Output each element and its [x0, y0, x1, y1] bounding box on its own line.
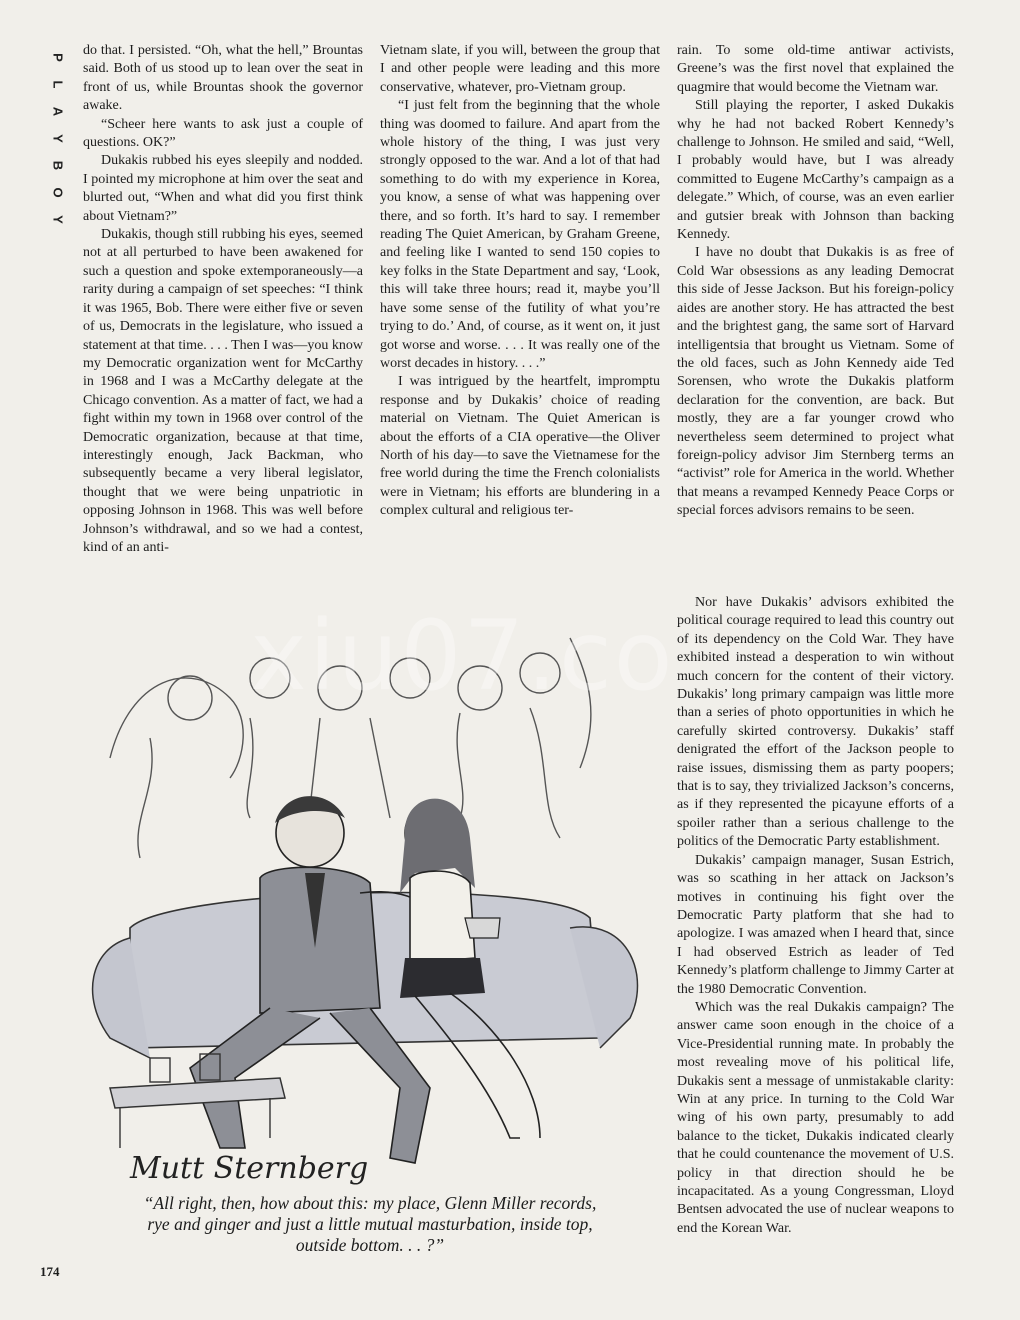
paragraph: Which was the real Dukakis campaign? The answer came soon enough in the choice of a Vice-Presidential running mate. In probably the most revealing move of his political life, Dukakis sent a message of unmistakable clarity: Win at any price. In turning to the Cold War wing of his own party, presumably to add balance to the ticket, Dukakis indicated clearly that he could countenance the movement of U.S. policy in that direction should he be incapacitated. As a young Congressman, Lloyd Bentsen advocated the use of nuclear weapons to end the Korean War.: [677, 999, 954, 1236]
svg-text:Mutt Sternberg: Mutt Sternberg: [130, 1151, 369, 1186]
label-letter: O: [50, 187, 66, 198]
label-letter: A: [50, 106, 66, 117]
label-letter: B: [50, 160, 66, 171]
text-column-3-lower: [677, 594, 954, 1238]
paragraph: Dukakis rubbed his eyes sleepily and nodded. I pointed my microphone at him over the seat and blurted out, “When and what did you first think about Vietnam?”: [83, 153, 363, 224]
paragraph: Dukakis’ campaign manager, Susan Estrich, was so scathing in her attack on Jackson’s motives in continuing his fight over the Democratic Party platform that she had to apologize. I was amazed when I heard that, since I had observed Estrich as leader of Ted Kennedy’s platform challenge to Jimmy Carter at the 1980 Democratic Convention.: [677, 852, 954, 997]
cartoon-illustration: [70, 618, 660, 1198]
label-letter: L: [50, 80, 66, 89]
cartoon-caption: “All right, then, how about this: my place, Glenn Miller records, rye and ginger and just a little mutual masturbation, inside top, outside bottom. . . ?”: [143, 1193, 597, 1255]
page-number: 174: [40, 1264, 60, 1279]
paragraph: rain. To some old-time antiwar activists, Greene’s was the first novel that explained the quagmire that would become the Vietnam war.: [677, 43, 954, 95]
paragraph: Vietnam slate, if you will, between the group that I and other people were leading and this more conservative, whatever, pro-Vietnam group.: [380, 43, 660, 95]
text-column-1: [83, 42, 363, 557]
background-crowd: [110, 638, 591, 858]
paragraph: do that. I persisted. “Oh, what the hell,” Brountas said. Both of us stood up to lean over the seat in front of us, while Brountas shook the governor awake.: [83, 43, 363, 114]
magazine-vertical-label: [40, 44, 64, 233]
paragraph: Nor have Dukakis’ advisors exhibited the political courage required to lead this country out of its dependency on the Cold War. They have exhibited instead a desperation to win without much concern for the content of their victory. Dukakis’ long primary campaign was little more than a series of photo opportunities in which he carefully skirted controversy. Dukakis’ staff denigrated the effort of the Jackson people to raise issues, dismissing them as party poopers; that is to say, they trivialized Jackson’s concerns, as if they represented the picayune efforts of a spoiler rather than a serious challenge to the politics of the Democratic Party establishment.: [677, 595, 954, 850]
paragraph: “I just felt from the beginning that the whole thing was doomed to failure. And apart from the whole history of the thing, I was just very strongly opposed to the war. And a lot of that had something to do with my experience in Korea, you know, a sense of what was happening over there, and so forth. It’s hard to say. I remember reading The Quiet American, by Graham Greene, and feeling like I wanted to send 150 copies to key folks in the State Department and say, ‘Look, this will take three hours; read it, maybe you’ll have some sense of the futility of what you’re trying to do.’ And, of course, as it went on, it just got worse and worse. . . . It was really one of the worst decades in history. . . .”: [380, 98, 660, 371]
text-column-3: [677, 42, 954, 521]
label-letter: Y: [50, 134, 66, 143]
paragraph: I was intrigued by the heartfelt, impromptu response and by Dukakis’ choice of reading material on Vietnam. The Quiet American is about the efforts of a CIA operative—the Oliver North of his day—to save the Vietnamese for the free world during the time the French colonialists were in Vietnam; his efforts are blundering in a complex cultural and religious ter-: [380, 374, 660, 519]
paragraph: Still playing the reporter, I asked Dukakis why he had not backed Robert Kennedy’s challenge to Johnson. He smiled and said, “Well, I probably would have, but I was already committed to Eugene McCarthy’s campaign as a delegate.” Which, of course, was an even earlier and gutsier break with Johnson than backing Kennedy.: [677, 98, 954, 243]
paragraph: Dukakis, though still rubbing his eyes, seemed not at all perturbed to have been awakened for such a question and spoke extemporaneously—a rarity during a campaign of set speeches: “I think it was 1965, Bob. There were either five or seven of us, Democrats in the legislature, who issued a statement at that time. . . . Then I was—you know my Democratic organization went for McCarthy in 1968 and I was a McCarthy delegate at the Chicago convention. As a matter of fact, we had a fight within my town in 1968 over control of the Democratic organization, because at that time, interestingly enough, Jack Backman, who subsequently became a very liberal legislator, thought that we were being unpatriotic in opposing Johnson in 1968. This was well before Johnson’s withdrawal, and so we had a contest, kind of an anti-: [83, 227, 363, 555]
label-letter: Y: [50, 215, 66, 224]
signature: [129, 1151, 368, 1186]
text-column-2: [380, 42, 660, 521]
label-letter: P: [50, 53, 66, 62]
watermark: xiu07.co: [250, 600, 675, 712]
paragraph: I have no doubt that Dukakis is as free of Cold War obsessions as any leading Democrat this side of Jesse Jackson. But his foreign-policy aides are another story. He has attracted the best and the brightest gang, the same sort of Harvard intelligentsia that brought us Vietnam. Some of the old faces, such as John Kennedy aide Ted Sorensen, who wrote the Dukakis platform declaration for the convention, are back. But mostly, they are a far younger crowd who nevertheless seem determined to project what foreign-policy advisor Jim Sternberg terms an “activist” role for America in the world. Whether that means a revamped Kennedy Peace Corps or special forces advisors remains to be seen.: [677, 245, 954, 519]
paragraph: “Scheer here wants to ask just a couple of questions. OK?”: [83, 116, 363, 151]
